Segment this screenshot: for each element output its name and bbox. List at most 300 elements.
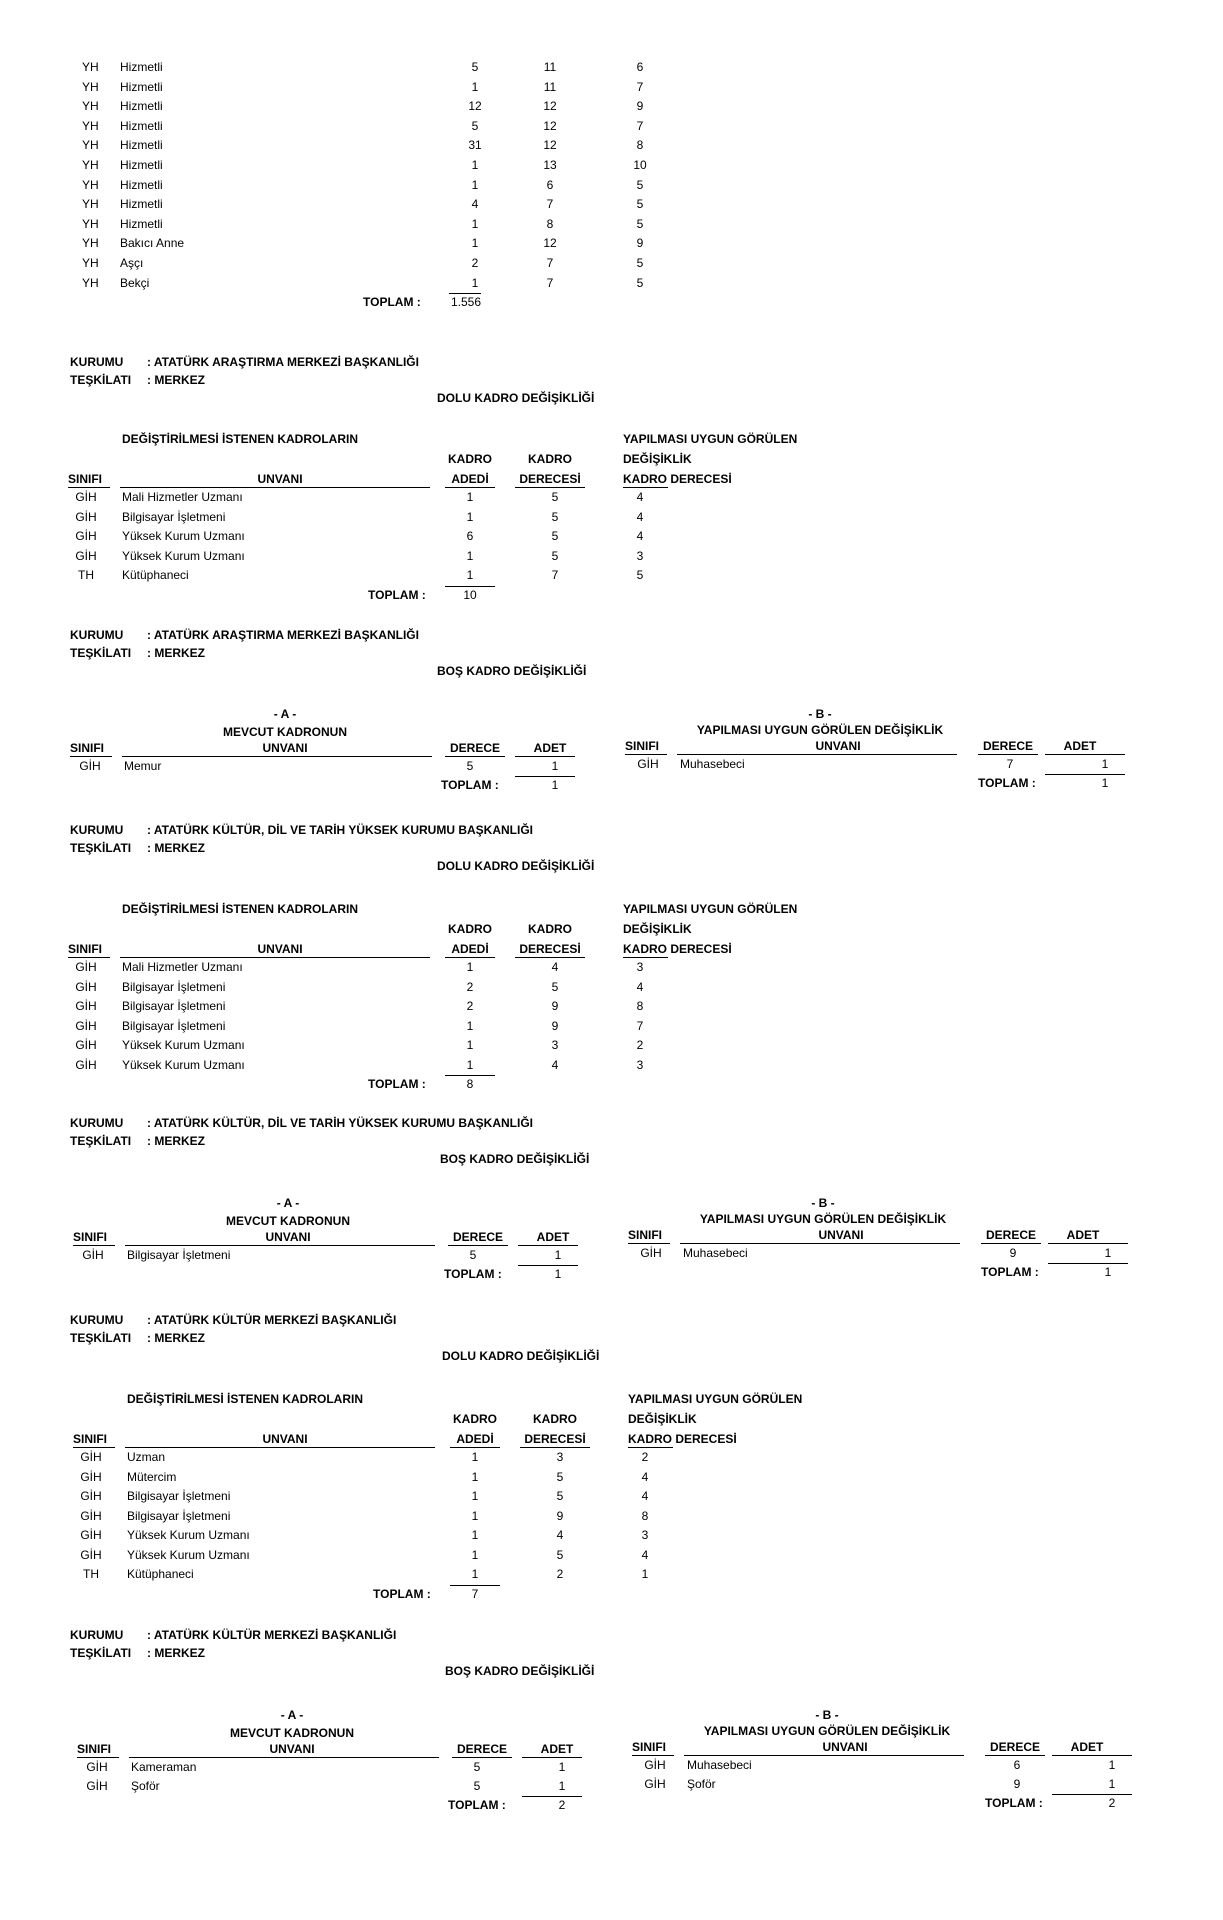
unvani-header: UNVANI	[818, 1228, 864, 1242]
row-sinif: GİH	[80, 1528, 102, 1542]
mevcut-header: MEVCUT KADRONUN	[226, 1214, 350, 1228]
row-unvan: Kütüphaneci	[122, 568, 189, 582]
row-adet: 1	[471, 177, 479, 192]
row-yeni: 5	[636, 568, 644, 582]
kurumu-label: KURUMU	[70, 1116, 124, 1130]
row-unvan: Hizmetli	[120, 60, 163, 74]
section-title: BOŞ KADRO DEĞİŞİKLİĞİ	[440, 1152, 590, 1166]
row-unvan: Mütercim	[127, 1469, 177, 1484]
row-adet: 1	[471, 236, 479, 251]
derece-header: DERECE	[982, 739, 1033, 753]
header-rule	[623, 487, 668, 488]
a-row-unvan: Bilgisayar İşletmeni	[127, 1248, 231, 1262]
row-yeni: 10	[633, 158, 647, 172]
row-adet: 1	[466, 960, 474, 974]
row-adet: 1	[471, 1469, 479, 1484]
row-sinif: YH	[82, 236, 99, 251]
adet-header: ADET	[540, 1742, 574, 1756]
b-row-unvan: Muhasebeci	[680, 757, 745, 771]
section-title: BOŞ KADRO DEĞİŞİKLİĞİ	[437, 664, 587, 678]
row-sinif: YH	[82, 79, 99, 94]
header-rule	[628, 1447, 673, 1448]
row-adet: 1	[471, 1528, 479, 1542]
header-rule	[684, 1755, 964, 1756]
row-derece: 5	[551, 548, 559, 563]
unvani-header: UNVANI	[257, 942, 303, 956]
b-row-adet: 1	[1101, 757, 1109, 771]
kadro-header: KADRO	[533, 1412, 577, 1426]
row-sinif: TH	[83, 1567, 99, 1581]
a-row-sinif: GİH	[79, 759, 101, 773]
header-rule	[125, 1447, 435, 1448]
b-row-derece: 9	[1013, 1777, 1021, 1791]
kurumu-label: KURUMU	[70, 1628, 124, 1642]
sinifi-header: SINIFI	[632, 1740, 667, 1754]
row-sinif: GİH	[75, 960, 97, 974]
row-sinif: GİH	[75, 1057, 97, 1072]
kurumu-label: KURUMU	[70, 823, 124, 837]
adet-header: ADET	[1066, 1228, 1100, 1242]
header-rule	[448, 1245, 508, 1246]
teskilati-label: TEŞKİLATI	[70, 1331, 132, 1345]
mevcut-header: MEVCUT KADRONUN	[223, 725, 347, 739]
derece-header: DERECE	[452, 1230, 503, 1244]
adet-header: ADET	[533, 741, 567, 755]
header-rule	[77, 1757, 119, 1758]
yap-header-1: YAPILMASI UYGUN GÖRÜLEN	[628, 1392, 803, 1406]
a-row-sinif: GİH	[82, 1248, 104, 1262]
row-kadro: 13	[543, 158, 557, 172]
row-adet: 1	[471, 79, 479, 94]
row-sinif: GİH	[80, 1469, 102, 1484]
total-rule	[445, 586, 495, 587]
header-rule	[120, 957, 430, 958]
row-sinif: GİH	[75, 999, 97, 1013]
header-rule	[1048, 1243, 1128, 1244]
derece-header: DERECE	[456, 1742, 507, 1756]
kadro-header: KADRO	[448, 452, 492, 466]
kurumu-value: : ATATÜRK KÜLTÜR MERKEZİ BAŞKANLIĞI	[147, 1313, 397, 1327]
header-rule	[515, 957, 585, 958]
b-total-value: 1	[1104, 1265, 1112, 1279]
b-row-adet: 1	[1108, 1777, 1116, 1791]
row-sinif: YH	[82, 256, 99, 270]
sinifi-header: SINIFI	[73, 1230, 108, 1244]
unvani-header: UNVANI	[815, 739, 861, 753]
unvani-header: UNVANI	[265, 1230, 311, 1244]
row-sinif: YH	[82, 177, 99, 192]
b-mark: - B -	[815, 1708, 839, 1722]
sinifi-header: SINIFI	[628, 1228, 663, 1242]
row-sinif: GİH	[80, 1450, 102, 1464]
row-yeni: 8	[636, 138, 644, 153]
row-adet: 1	[471, 1508, 479, 1523]
b-row-unvan: Muhasebeci	[687, 1758, 752, 1772]
unvani-header: UNVANI	[822, 1740, 868, 1754]
header-rule	[445, 756, 505, 757]
row-derece: 5	[551, 509, 559, 524]
b-total-value: 1	[1101, 776, 1109, 790]
row-kadro: 12	[543, 118, 557, 133]
row-adet: 1	[471, 1450, 479, 1464]
a-total-value: 2	[558, 1798, 566, 1812]
b-total-label: TOPLAM :	[978, 776, 1036, 790]
total-rule	[515, 776, 575, 777]
sinifi-header: SINIFI	[68, 472, 103, 486]
b-row-derece: 7	[1006, 757, 1014, 771]
row-yeni: 7	[636, 118, 644, 133]
b-mark: - B -	[808, 707, 832, 721]
kadro-header: KADRO	[448, 922, 492, 936]
row-sinif: YH	[82, 60, 99, 74]
a-row-derece: 5	[469, 1248, 477, 1262]
kurumu-value: : ATATÜRK KÜLTÜR, DİL VE TARİH YÜKSEK KURUMU BAŞKANLIĞI	[147, 823, 533, 837]
row-unvan: Hizmetli	[120, 197, 163, 212]
row-sinif: YH	[82, 197, 99, 212]
header-rule	[73, 1245, 115, 1246]
kurumu-value: : ATATÜRK ARAŞTIRMA MERKEZİ BAŞKANLIĞI	[147, 355, 419, 369]
b-row-unvan: Muhasebeci	[683, 1246, 748, 1260]
row-unvan: Hizmetli	[120, 177, 163, 192]
row-unvan: Mali Hizmetler Uzmanı	[122, 960, 243, 974]
row-yeni: 9	[636, 99, 644, 114]
b-row-adet: 1	[1104, 1246, 1112, 1260]
row-derece: 9	[551, 1018, 559, 1033]
mevcut-header: MEVCUT KADRONUN	[230, 1726, 354, 1740]
row-derece: 5	[551, 490, 559, 504]
derecesi-header: DERECESİ	[519, 942, 581, 956]
row-unvan: Mali Hizmetler Uzmanı	[122, 490, 243, 504]
header-rule	[628, 1243, 670, 1244]
header-rule	[68, 487, 110, 488]
row-sinif: GİH	[80, 1547, 102, 1562]
row-sinif: YH	[82, 158, 99, 172]
total-label: TOPLAM :	[368, 587, 426, 602]
header-rule	[978, 754, 1038, 755]
degistirilmesi-header: DEĞİŞTİRİLMESİ İSTENEN KADROLARIN	[122, 902, 359, 916]
row-yeni: 3	[636, 960, 644, 974]
total-value: 8	[466, 1077, 474, 1091]
row-yeni: 4	[636, 490, 644, 504]
row-yeni: 4	[636, 529, 644, 543]
a-row-derece: 5	[466, 759, 474, 773]
header-rule	[122, 756, 432, 757]
row-kadro: 12	[543, 99, 557, 114]
row-unvan: Bilgisayar İşletmeni	[122, 509, 226, 524]
row-yeni: 5	[636, 275, 644, 290]
sinifi-header: SINIFI	[625, 739, 660, 753]
row-yeni: 4	[641, 1489, 649, 1503]
row-kadro: 12	[543, 138, 557, 153]
row-sinif: YH	[82, 99, 99, 114]
sinifi-header: SINIFI	[70, 741, 105, 755]
row-unvan: Yüksek Kurum Uzmanı	[122, 529, 245, 543]
row-yeni: 6	[636, 60, 644, 74]
total-rule	[445, 1075, 495, 1076]
b-row-derece: 9	[1009, 1246, 1017, 1260]
teskilati-label: TEŞKİLATI	[70, 1646, 132, 1660]
a-row-adet: 1	[554, 1248, 562, 1262]
kadro-header: KADRO	[453, 1412, 497, 1426]
row-adet: 2	[466, 979, 474, 994]
header-rule	[445, 487, 495, 488]
row-unvan: Hizmetli	[120, 99, 163, 114]
total-rule	[1052, 1794, 1132, 1795]
row-yeni: 7	[636, 79, 644, 94]
row-sinif: GİH	[80, 1508, 102, 1523]
total-value: 10	[463, 587, 477, 602]
derece-header: DERECE	[989, 1740, 1040, 1754]
section-title: DOLU KADRO DEĞİŞİKLİĞİ	[442, 1349, 600, 1363]
header-rule	[1052, 1755, 1132, 1756]
yap-b-header: YAPILMASI UYGUN GÖRÜLEN DEĞİŞİKLİK	[696, 723, 944, 737]
a-mark: - A -	[273, 707, 297, 721]
row-adet: 12	[468, 99, 482, 114]
row-kadro: 11	[543, 60, 557, 74]
adedi-header: ADEDİ	[451, 472, 489, 486]
row-kadro: 11	[543, 79, 557, 94]
row-unvan: Bilgisayar İşletmeni	[122, 999, 226, 1013]
row-adet: 1	[471, 216, 479, 231]
b-mark: - B -	[811, 1196, 835, 1210]
row-adet: 5	[471, 60, 479, 74]
row-derece: 5	[556, 1469, 564, 1484]
teskilati-value: : MERKEZ	[147, 1646, 205, 1660]
row-yeni: 5	[636, 216, 644, 231]
row-yeni: 4	[641, 1547, 649, 1562]
row-unvan: Hizmetli	[120, 118, 163, 133]
total-value: 1.556	[451, 295, 482, 310]
row-derece: 9	[556, 1508, 564, 1523]
row-yeni: 2	[641, 1450, 649, 1464]
teskilati-value: : MERKEZ	[147, 1331, 205, 1345]
degistirilmesi-header: DEĞİŞTİRİLMESİ İSTENEN KADROLARIN	[122, 432, 359, 446]
teskilati-label: TEŞKİLATI	[70, 841, 132, 855]
row-derece: 5	[551, 979, 559, 994]
header-rule	[677, 754, 957, 755]
row-yeni: 5	[636, 197, 644, 212]
row-kadro: 7	[546, 256, 554, 270]
yap-header-2: DEĞİŞİKLİK	[628, 1412, 697, 1426]
row-sinif: GİH	[75, 1038, 97, 1052]
b-row-sinif: GİH	[644, 1758, 666, 1772]
row-unvan: Hizmetli	[120, 216, 163, 231]
total-rule	[450, 1585, 500, 1586]
row-kadro: 6	[546, 177, 554, 192]
b-total-label: TOPLAM :	[981, 1265, 1039, 1279]
row-yeni: 7	[636, 1018, 644, 1033]
sinifi-header: SINIFI	[68, 942, 103, 956]
row-derece: 7	[551, 568, 559, 582]
row-unvan: Bilgisayar İşletmeni	[122, 979, 226, 994]
row-kadro: 12	[543, 236, 557, 251]
yap-header-2: DEĞİŞİKLİK	[623, 922, 692, 936]
row-derece: 4	[551, 960, 559, 974]
row-sinif: GİH	[75, 490, 97, 504]
teskilati-value: : MERKEZ	[147, 646, 205, 660]
row-adet: 1	[471, 158, 479, 172]
adedi-header: ADEDİ	[451, 942, 489, 956]
row-adet: 1	[466, 490, 474, 504]
row-unvan: Hizmetli	[120, 79, 163, 94]
section-title: DOLU KADRO DEĞİŞİKLİĞİ	[437, 859, 595, 873]
row-adet: 2	[471, 256, 479, 270]
row-unvan: Bakıcı Anne	[120, 236, 185, 251]
teskilati-value: : MERKEZ	[147, 841, 205, 855]
yap-header-2: DEĞİŞİKLİK	[623, 452, 692, 466]
row-unvan: Yüksek Kurum Uzmanı	[122, 1038, 245, 1052]
row-derece: 5	[551, 529, 559, 543]
row-sinif: YH	[82, 216, 99, 231]
header-rule	[125, 1245, 435, 1246]
b-row-derece: 6	[1013, 1758, 1021, 1772]
yap-b-header: YAPILMASI UYGUN GÖRÜLEN DEĞİŞİKLİK	[703, 1724, 951, 1738]
b-total-value: 2	[1108, 1796, 1116, 1810]
yap-b-header: YAPILMASI UYGUN GÖRÜLEN DEĞİŞİKLİK	[699, 1212, 947, 1226]
row-adet: 1	[471, 1567, 479, 1581]
b-row-adet: 1	[1108, 1758, 1116, 1772]
row-derece: 4	[551, 1057, 559, 1072]
header-rule	[70, 756, 112, 757]
a-total-label: TOPLAM :	[444, 1267, 502, 1281]
row-unvan: Aşçı	[120, 256, 144, 270]
unvani-header: UNVANI	[269, 1742, 315, 1756]
header-rule	[120, 487, 430, 488]
row-unvan: Bilgisayar İşletmeni	[122, 1018, 226, 1033]
row-yeni: 4	[636, 509, 644, 524]
header-rule	[129, 1757, 439, 1758]
row-adet: 31	[468, 138, 482, 153]
row-sinif: GİH	[75, 979, 97, 994]
header-rule	[73, 1447, 115, 1448]
total-value: 7	[471, 1586, 479, 1601]
row-derece: 5	[556, 1489, 564, 1503]
row-derece: 5	[556, 1547, 564, 1562]
kurumu-value: : ATATÜRK KÜLTÜR, DİL VE TARİH YÜKSEK KURUMU BAŞKANLIĞI	[147, 1116, 533, 1130]
kurumu-label: KURUMU	[70, 355, 124, 369]
row-unvan: Yüksek Kurum Uzmanı	[122, 548, 245, 563]
derece-header: DERECE	[985, 1228, 1036, 1242]
total-label: TOPLAM :	[363, 295, 421, 310]
row-unvan: Bilgisayar İşletmeni	[127, 1489, 231, 1503]
yap-header-3: KADRO DERECESİ	[628, 1432, 737, 1446]
header-rule	[515, 487, 585, 488]
row-unvan: Bilgisayar İşletmeni	[127, 1508, 231, 1523]
row-yeni: 4	[636, 979, 644, 994]
row-unvan: Yüksek Kurum Uzmanı	[127, 1528, 250, 1542]
total-rule	[449, 293, 481, 294]
a-row-derece: 5	[473, 1760, 481, 1774]
row-sinif: GİH	[75, 509, 97, 524]
row-yeni: 2	[636, 1038, 644, 1052]
header-rule	[985, 1755, 1045, 1756]
kurumu-value: : ATATÜRK ARAŞTIRMA MERKEZİ BAŞKANLIĞI	[147, 628, 419, 642]
total-label: TOPLAM :	[368, 1077, 426, 1091]
header-rule	[625, 754, 667, 755]
kadro-header: KADRO	[528, 922, 572, 936]
row-adet: 1	[471, 1489, 479, 1503]
a-row-derece: 5	[473, 1779, 481, 1793]
header-rule	[452, 1757, 512, 1758]
row-derece: 3	[556, 1450, 564, 1464]
degistirilmesi-header: DEĞİŞTİRİLMESİ İSTENEN KADROLARIN	[127, 1392, 364, 1406]
total-rule	[522, 1796, 582, 1797]
row-yeni: 9	[636, 236, 644, 251]
adet-header: ADET	[1070, 1740, 1104, 1754]
b-row-sinif: GİH	[637, 757, 659, 771]
row-yeni: 3	[636, 548, 644, 563]
row-sinif: GİH	[75, 548, 97, 563]
header-rule	[632, 1755, 674, 1756]
b-total-label: TOPLAM :	[985, 1796, 1043, 1810]
yap-header-3: KADRO DERECESİ	[623, 942, 732, 956]
row-unvan: Yüksek Kurum Uzmanı	[122, 1057, 245, 1072]
unvani-header: UNVANI	[262, 741, 308, 755]
row-yeni: 8	[641, 1508, 649, 1523]
row-adet: 1	[471, 275, 479, 290]
row-yeni: 3	[641, 1528, 649, 1542]
unvani-header: UNVANI	[262, 1432, 308, 1446]
teskilati-value: : MERKEZ	[147, 373, 205, 387]
row-kadro: 7	[546, 275, 554, 290]
a-total-label: TOPLAM :	[448, 1798, 506, 1812]
header-rule	[680, 1243, 960, 1244]
row-derece: 3	[551, 1038, 559, 1052]
a-row-sinif: GİH	[86, 1760, 108, 1774]
header-rule	[515, 756, 575, 757]
row-adet: 1	[466, 1038, 474, 1052]
row-sinif: TH	[78, 568, 94, 582]
a-row-adet: 1	[558, 1779, 566, 1793]
row-derece: 2	[556, 1567, 564, 1581]
derecesi-header: DERECESİ	[524, 1432, 586, 1446]
row-adet: 1	[466, 1018, 474, 1033]
row-adet: 1	[466, 1057, 474, 1072]
header-rule	[623, 957, 668, 958]
derecesi-header: DERECESİ	[519, 472, 581, 486]
row-unvan: Uzman	[127, 1450, 166, 1464]
header-rule	[981, 1243, 1041, 1244]
header-rule	[1045, 754, 1125, 755]
kurumu-label: KURUMU	[70, 1313, 124, 1327]
yap-header-3: KADRO DERECESİ	[623, 472, 732, 486]
adedi-header: ADEDİ	[456, 1432, 494, 1446]
section-title: BOŞ KADRO DEĞİŞİKLİĞİ	[445, 1664, 595, 1678]
row-yeni: 5	[636, 177, 644, 192]
header-rule	[522, 1757, 582, 1758]
header-rule	[68, 957, 110, 958]
yap-header-1: YAPILMASI UYGUN GÖRÜLEN	[623, 432, 798, 446]
row-sinif: GİH	[80, 1489, 102, 1503]
derece-header: DERECE	[449, 741, 500, 755]
row-unvan: Bekçi	[120, 275, 150, 290]
row-unvan: Hizmetli	[120, 138, 163, 153]
row-adet: 6	[466, 529, 474, 543]
adet-header: ADET	[1063, 739, 1097, 753]
header-rule	[518, 1245, 578, 1246]
row-sinif: YH	[82, 275, 99, 290]
row-yeni: 3	[636, 1057, 644, 1072]
row-adet: 1	[466, 548, 474, 563]
row-sinif: YH	[82, 118, 99, 133]
row-derece: 9	[551, 999, 559, 1013]
row-sinif: GİH	[75, 529, 97, 543]
row-yeni: 1	[641, 1567, 649, 1581]
a-row-unvan: Memur	[124, 759, 162, 773]
row-yeni: 4	[641, 1469, 649, 1484]
a-total-label: TOPLAM :	[441, 778, 499, 792]
kadro-header: KADRO	[528, 452, 572, 466]
